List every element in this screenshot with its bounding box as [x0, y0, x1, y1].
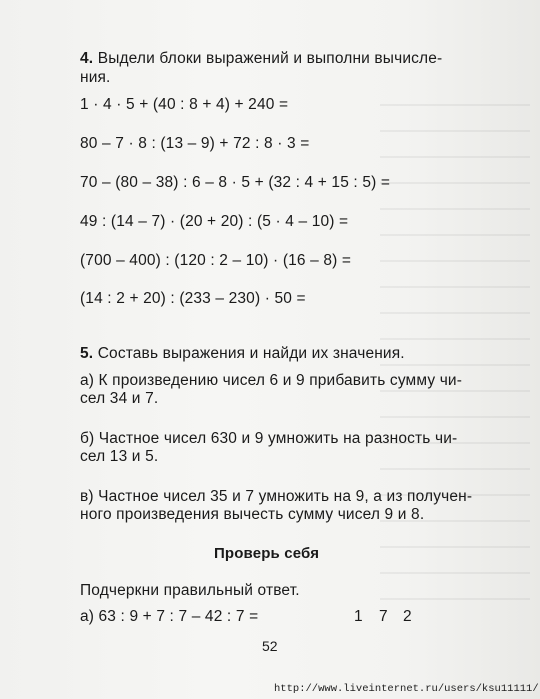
task4-title-line2: ния. [80, 69, 111, 86]
task4-expression: 80 – 7 · 8 : (13 – 9) + 72 : 8 · 3 = [80, 135, 310, 152]
task4-expression: 49 : (14 – 7) · (20 + 20) : (5 · 4 – 10) = [80, 213, 349, 230]
task5-title-text: Составь выражения и найди их значения. [97, 345, 405, 362]
check-instruction: Подчеркни правильный ответ. [80, 582, 300, 599]
task4-expression: (14 : 2 + 20) : (233 – 230) · 50 = [80, 290, 306, 307]
task5-item-b-line1: б) Частное чисел 630 и 9 умножить на разность чи- [80, 430, 458, 447]
task5-item-c-line2: ного произведения вычесть сумму чисел 9 и 8. [80, 506, 425, 523]
check-answer-option: 1 [354, 608, 363, 625]
check-answer-option: 2 [403, 608, 412, 625]
task4-title-text: Выдели блоки выражений и выполни вычисле- [97, 50, 443, 67]
task5-item-c-line1: в) Частное чисел 35 и 7 умножить на 9, а из получен- [80, 488, 473, 505]
check-answer-option: 7 [379, 608, 388, 625]
task4-number: 4. [80, 50, 94, 67]
task5-title [80, 345, 405, 363]
task4-title-line1 [80, 50, 442, 68]
task5-item-a-line1: а) К произведению чисел 6 и 9 прибавить сумму чи- [80, 372, 463, 389]
task5-item-a-line2: сел 34 и 7. [80, 390, 159, 407]
check-heading: Проверь себя [214, 545, 320, 562]
page-number: 52 [262, 638, 278, 654]
check-expression: а) 63 : 9 + 7 : 7 – 42 : 7 = [80, 608, 259, 625]
watermark-url: http://www.liveinternet.ru/users/ksu11111/ [274, 683, 539, 695]
task5-number: 5. [80, 345, 94, 362]
task4-expression: 1 · 4 · 5 + (40 : 8 + 4) + 240 = [80, 96, 289, 113]
task4-expression: 70 – (80 – 38) : 6 – 8 · 5 + (32 : 4 + 15 : 5) = [80, 174, 391, 191]
task4-expression: (700 – 400) : (120 : 2 – 10) · (16 – 8) = [80, 252, 352, 269]
task5-item-b-line2: сел 13 и 5. [80, 448, 159, 465]
